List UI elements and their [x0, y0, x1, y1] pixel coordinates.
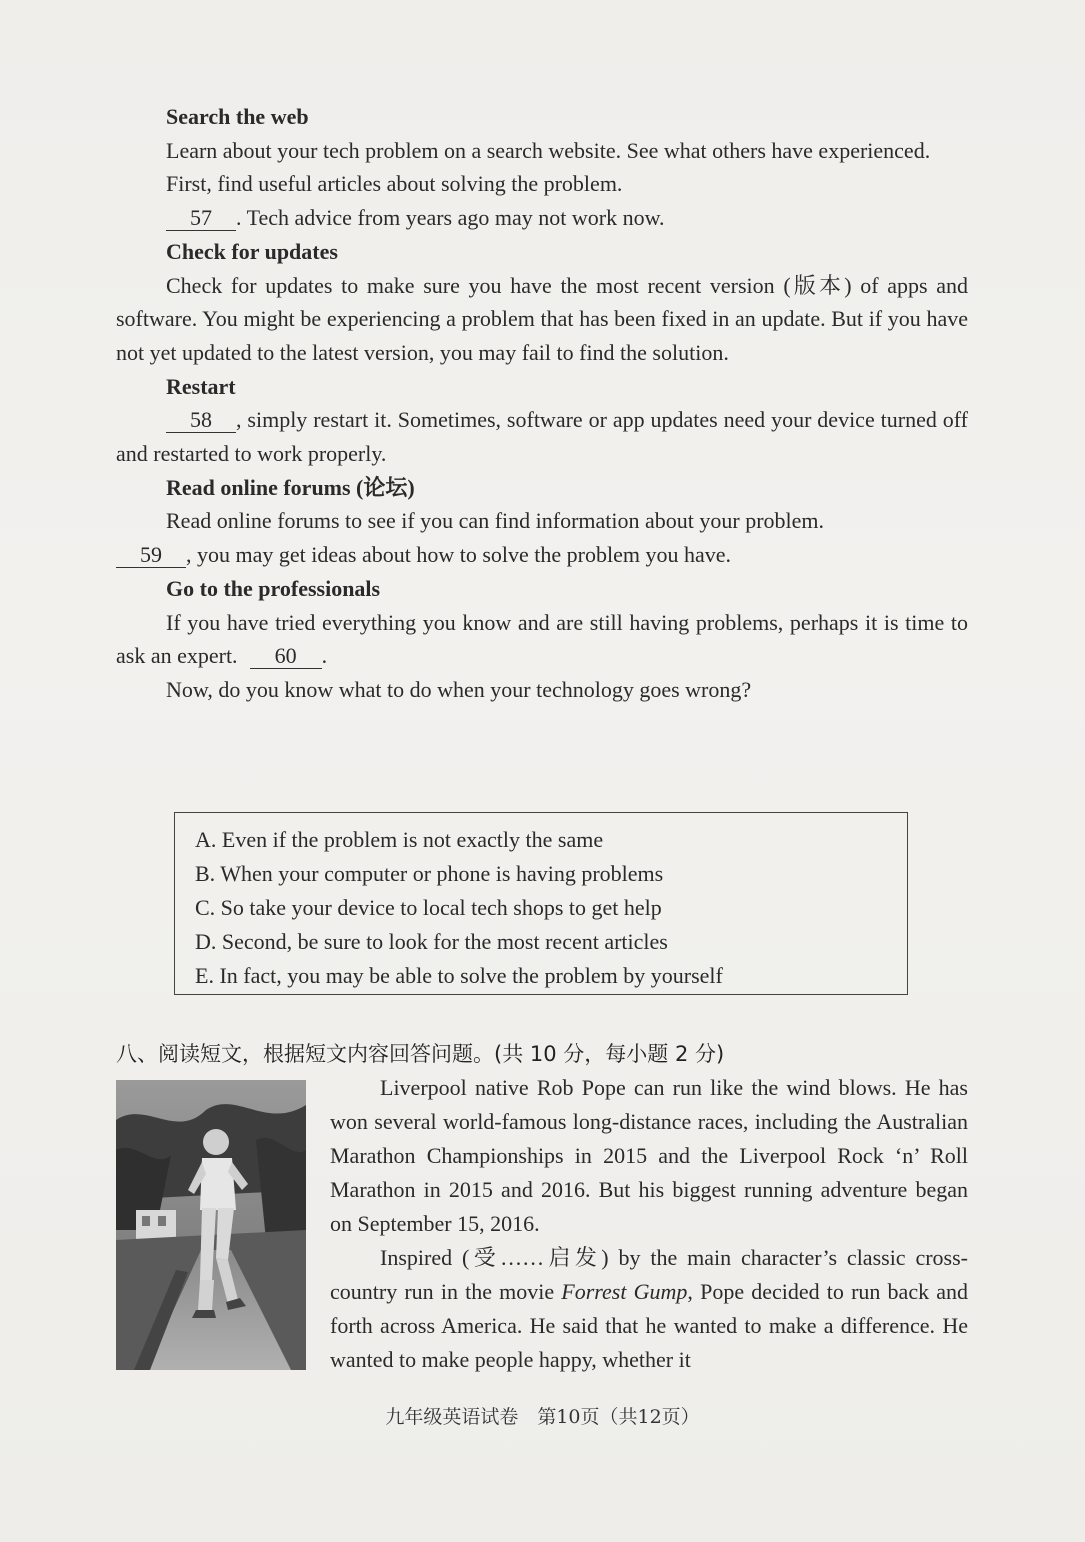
- paragraph: Liverpool native Rob Pope can run like the wind blows. He has won several world-famous long-distance races, including the Australian Marathon Championships in 2015 and the Liverpool Rock ‘n’ Roll Marathon in 2015 and 2016. But his biggest running adventure began on September 15, 2016.: [330, 1075, 968, 1236]
- paragraph: Learn about your tech problem on a search website. See what others have experienced.: [166, 137, 931, 163]
- paragraph: Check for updates to make sure you have the most recent version (版本) of apps and software. You might be experiencing a problem that has been fixed in an update. But if you have not yet updated to the latest version, you may fail to find the solution.: [116, 272, 968, 365]
- heading-professionals: Go to the professionals: [166, 575, 381, 601]
- paragraph: If you have tried everything you know and are still having problems, perhaps it is time to ask an expert.: [116, 609, 968, 669]
- paragraph-text: , Pope decided to run back and forth across America. He said that he wanted to make a difference. He wanted to make people happy, whether it: [330, 1279, 968, 1372]
- blank-60[interactable]: 60: [250, 644, 322, 669]
- blank-57[interactable]: 57: [166, 206, 236, 231]
- movie-title: Forrest Gump: [561, 1279, 688, 1304]
- option-d: D. Second, be sure to look for the most recent articles: [195, 929, 668, 954]
- section-8-title: 八、阅读短文，根据短文内容回答问题。(共 10 分，每小题 2 分): [116, 1042, 725, 1066]
- runner-photo: [116, 1080, 306, 1370]
- reading-passage-8: [330, 1071, 968, 1377]
- heading-restart: Restart: [166, 373, 236, 399]
- blank-60-line: [116, 606, 968, 673]
- page-footer: 九年级英语试卷 第10页（共12页）: [385, 1406, 700, 1428]
- closing-question: Now, do you know what to do when your technology goes wrong?: [166, 676, 752, 702]
- blank-57-line: [116, 201, 968, 235]
- blank-58-text: , simply restart it. Sometimes, software or app updates need your device turned off and restarted to work properly.: [116, 407, 968, 467]
- blank-59-text: , you may get ideas about how to solve the problem you have.: [186, 542, 731, 568]
- reading-passage-7: [116, 100, 968, 707]
- option-c: C. So take your device to local tech shops to get help: [195, 895, 662, 920]
- blank-59[interactable]: 59: [116, 543, 186, 568]
- option-b: B. When your computer or phone is having problems: [195, 861, 664, 886]
- paragraph: First, find useful articles about solving the problem.: [166, 171, 623, 197]
- blank-57-text: . Tech advice from years ago may not work now.: [236, 205, 665, 231]
- option-a: A. Even if the problem is not exactly the same: [195, 827, 604, 852]
- paragraph: Read online forums to see if you can find information about your problem.: [166, 508, 825, 534]
- blank-59-line: [116, 538, 968, 572]
- blank-58[interactable]: 58: [166, 408, 236, 433]
- runner-photo-illustration: [116, 1080, 306, 1370]
- heading-search-web: Search the web: [166, 104, 309, 129]
- blank-58-line: [116, 403, 968, 470]
- blank-60-text: .: [321, 643, 328, 669]
- paragraph: [330, 1241, 968, 1377]
- paragraph-text: Inspired (受……启发) by the main character’s classic cross-country run in the movie: [330, 1245, 968, 1304]
- heading-check-updates: Check for updates: [166, 238, 338, 264]
- heading-online-forums: Read online forums (论坛): [166, 474, 415, 500]
- options-box: [174, 812, 908, 995]
- option-e: E. In fact, you may be able to solve the problem by yourself: [195, 963, 723, 988]
